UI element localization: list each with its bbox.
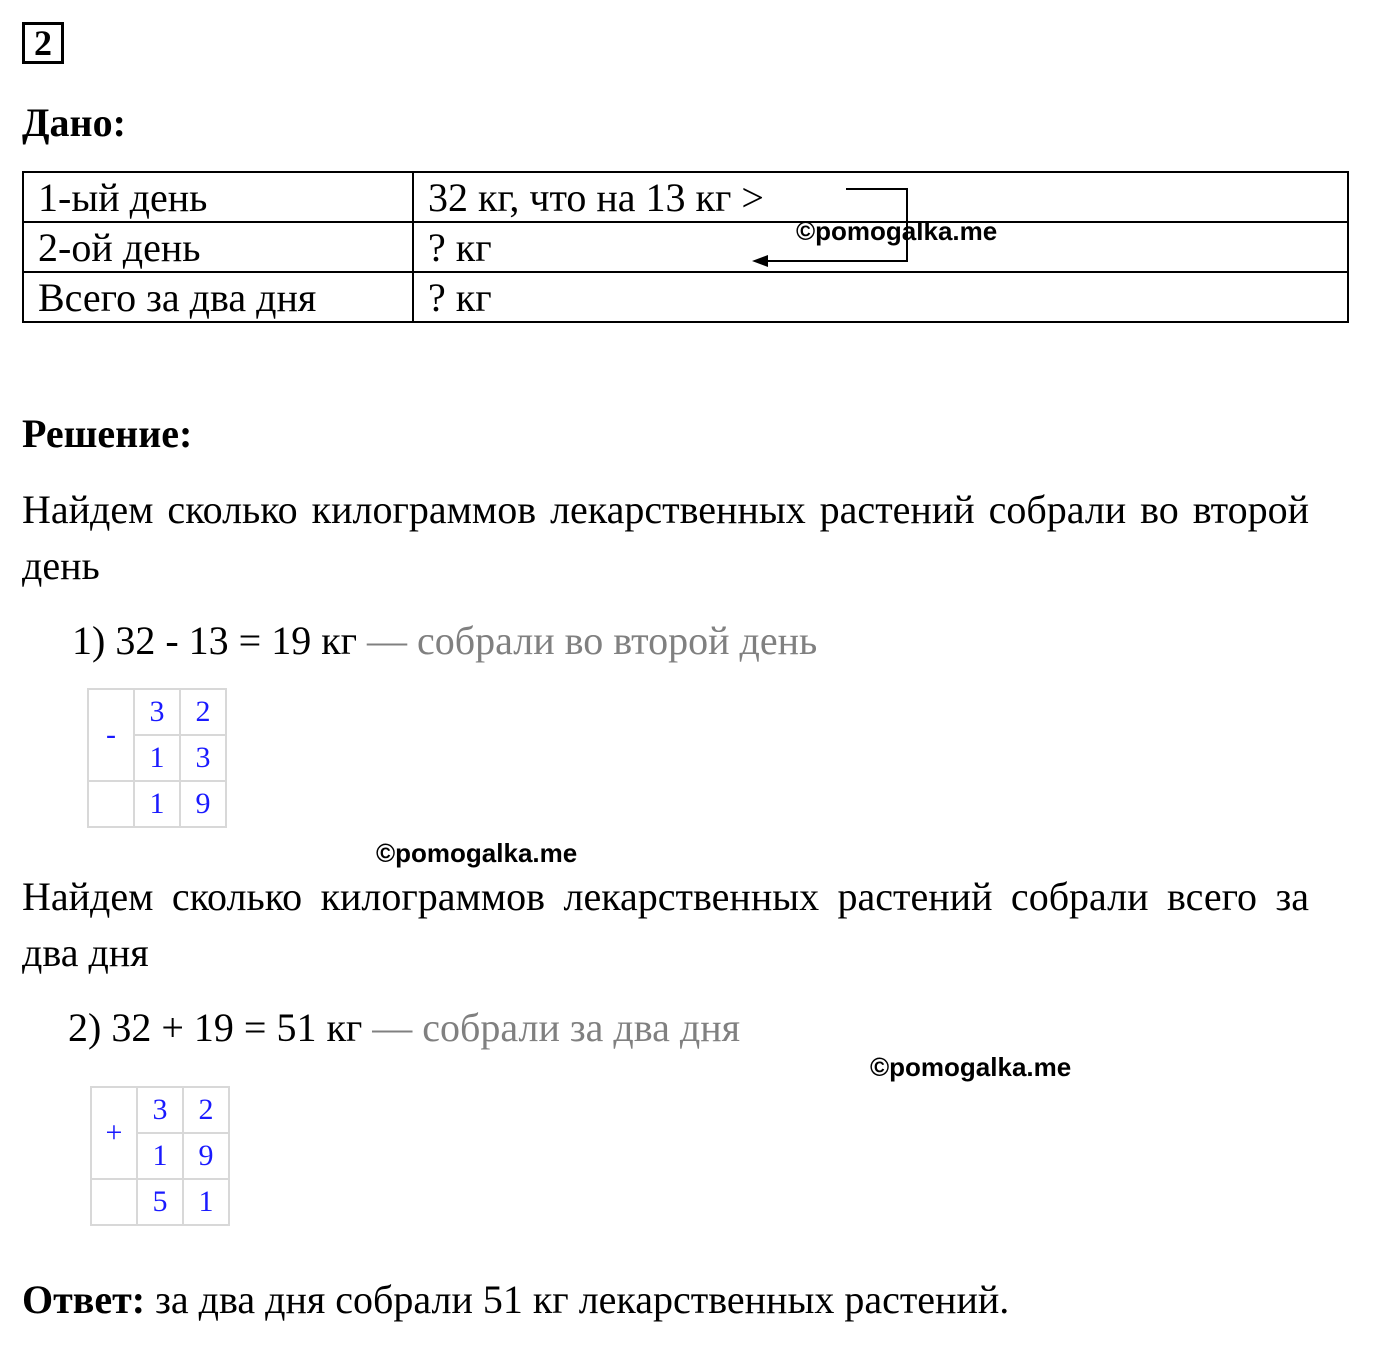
row-value: ? кг	[413, 222, 1348, 272]
step-1-expression: 1) 32 - 13 = 19 кг	[72, 618, 358, 663]
column-addition	[90, 1086, 230, 1226]
step-2	[68, 1005, 740, 1051]
row-value: 32 кг, что на 13 кг >	[413, 172, 1348, 222]
task-number: 2	[22, 22, 64, 64]
digit: 3	[134, 689, 180, 735]
solution-paragraph-2: Найдем сколько килограммов лекарственных растений собрали всего за два дня	[22, 874, 1309, 975]
solution-paragraph-1: Найдем сколько килограммов лекарственных растений собрали во второй день	[22, 487, 1309, 588]
answer-label: Ответ:	[22, 1277, 146, 1322]
row-label: 1-ый день	[23, 172, 413, 222]
plus-sign: +	[91, 1087, 137, 1179]
step-2-expression: 2) 32 + 19 = 51 кг	[68, 1005, 363, 1050]
row-label: 2-ой день	[23, 222, 413, 272]
table-row	[23, 272, 1348, 322]
digit: 2	[183, 1087, 229, 1133]
watermark: ©pomogalka.me	[796, 216, 998, 246]
digit: 3	[137, 1087, 183, 1133]
digit: 1	[134, 781, 180, 827]
watermark: ©pomogalka.me	[376, 838, 578, 868]
digit: 9	[180, 781, 226, 827]
digit: 9	[183, 1133, 229, 1179]
row-label: Всего за два дня	[23, 272, 413, 322]
step-1-note: — собрали во второй день	[367, 618, 818, 663]
column-subtraction	[87, 688, 227, 828]
solution-heading: Решение:	[22, 411, 193, 456]
step-2-note: — собрали за два дня	[372, 1005, 741, 1050]
digit: 1	[183, 1179, 229, 1225]
table-row	[23, 222, 1348, 272]
digit: 5	[137, 1179, 183, 1225]
watermark: ©pomogalka.me	[870, 1052, 1072, 1082]
digit: 2	[180, 689, 226, 735]
given-heading: Дано:	[22, 100, 126, 145]
step-1	[72, 618, 817, 664]
empty-cell	[91, 1179, 137, 1225]
minus-sign: -	[88, 689, 134, 781]
empty-cell	[88, 781, 134, 827]
table-row	[23, 172, 1348, 222]
answer	[22, 1276, 1009, 1324]
answer-text: за два дня собрали 51 кг лекарственных растений.	[145, 1277, 1010, 1322]
digit: 1	[134, 735, 180, 781]
digit: 3	[180, 735, 226, 781]
digit: 1	[137, 1133, 183, 1179]
row-value: ? кг	[413, 272, 1348, 322]
given-table	[22, 171, 1349, 323]
